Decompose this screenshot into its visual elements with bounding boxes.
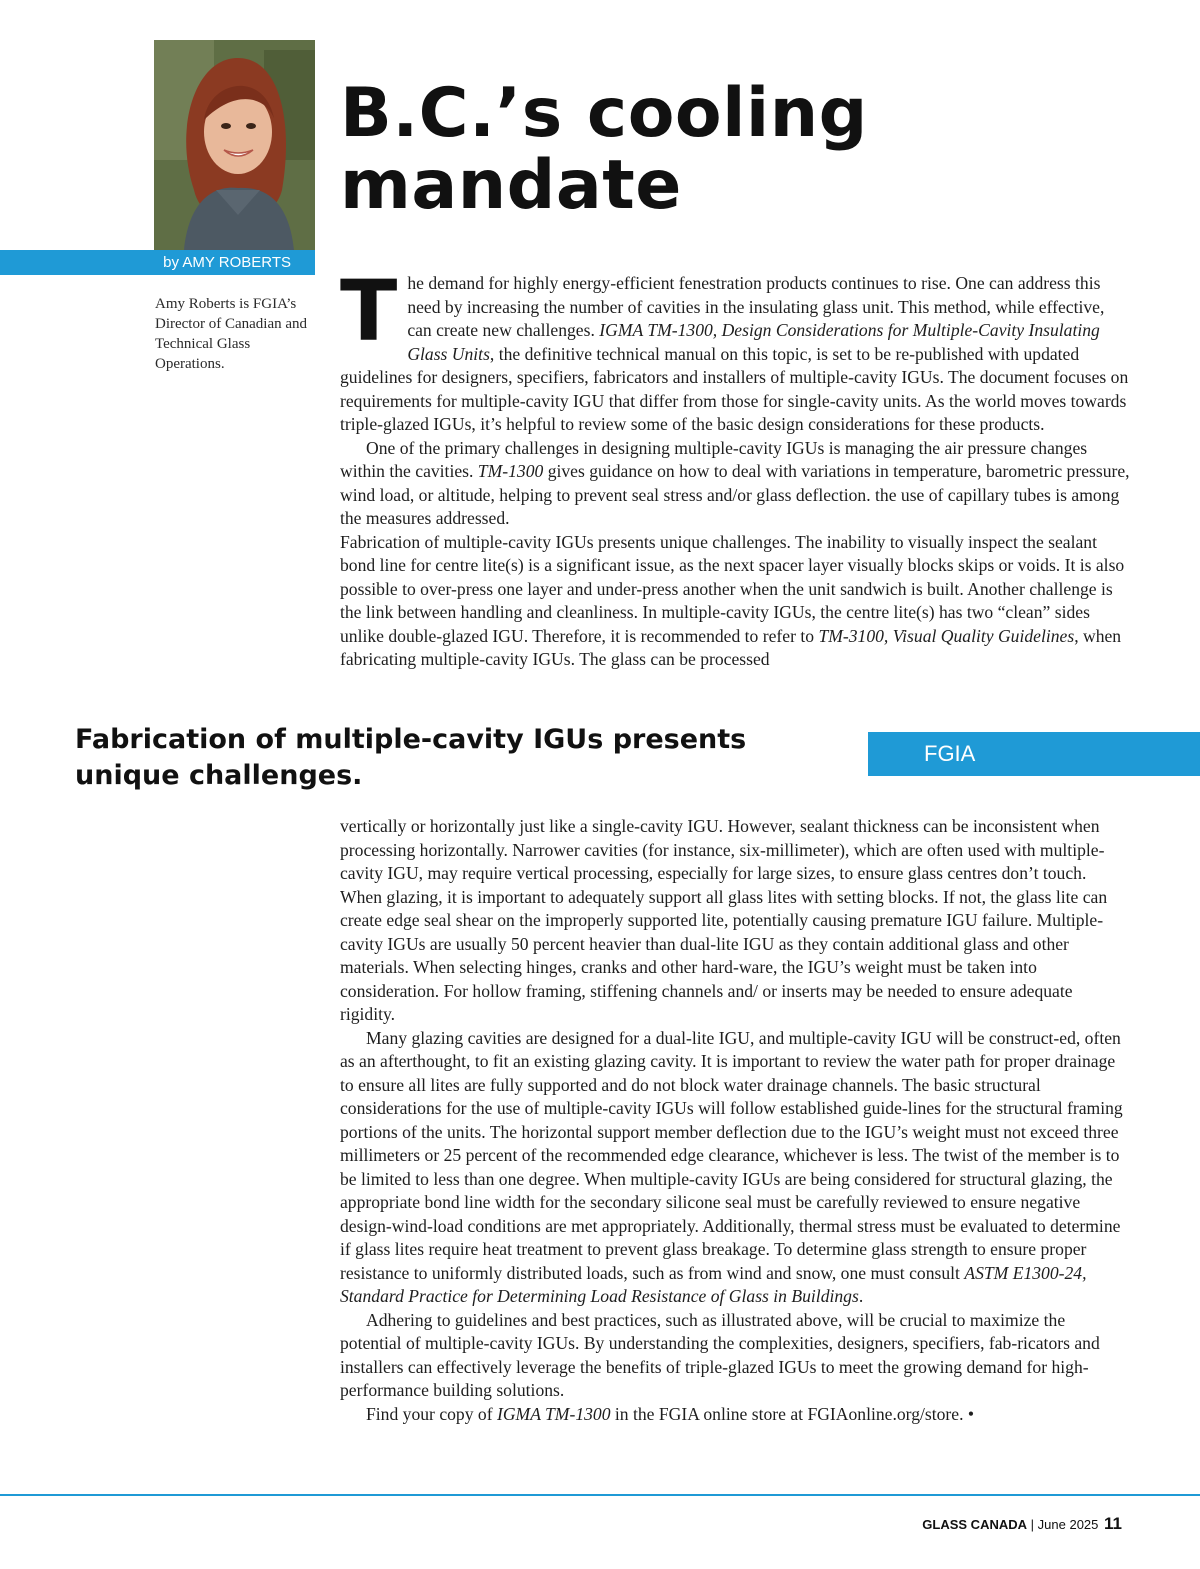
author-photo (154, 40, 315, 250)
publication-name: GLASS CANADA (922, 1517, 1028, 1532)
title-line-2: mandate (340, 146, 682, 225)
drop-cap: T (340, 262, 398, 360)
text-run: Many glazing cavities are designed for a dual-lite IGU, and multiple-cavity IGU will be construct-ed, often as an afterthought, to fit an existing glazing cavity. It is important to review the water path for proper drainage to ensure all lites are fully supported and do not block water drainage channels. The basic structural considerations for the use of multiple-cavity IGUs will follow established guide-lines for the structural framing portions of the units. The horizontal support member deflection due to the IGU’s weight must not exceed three millimeters or 25 percent of the recommended edge clearance, whichever is less. The twist of the member is to be limited to less than one degree. When multiple-cavity IGUs are being considered for structural glazing, the appropriate bond line width for the secondary silicone seal must be carefully reviewed to ensure negative design-wind-load conditions are met appropriately. Additionally, thermal stress must be evaluated to determine if glass lites require heat treatment to prevent glass breakage. To determine glass strength to ensure proper resistance to uniformly distributed loads, such as from wind and snow, one must consult (340, 1027, 1123, 1283)
text-run: , the definitive technical manual on this topic, is set to be re-published with updated guidelines for designers, specifiers, fabricators and installers of multiple-cavity IGUs. The document focuses on requirements for multiple-cavity IGU that differ from those for single-cavity units. As the world moves towards triple-glazed IGUs, it’s helpful to review some of the basic design considerations for these products. (340, 343, 1129, 434)
text-run: gives guidance on how to deal with variations in temperature, barometric pressure, wind load, or altitude, helping to prevent seal stress and/or glass deflection. the use of capillary tubes is among the measures addressed. (340, 461, 1130, 528)
publication-title: ASTM E1300-24, Standard Practice for Determining Load Resistance of Glass in Buildings (340, 1262, 1087, 1306)
page-footer (922, 1514, 1122, 1535)
paragraph: vertically or horizontally just like a single-cavity IGU. However, sealant thickness can be inconsistent when processing horizontally. Narrower cavities (for instance, six-millimeter), which are often used with multiple-cavity IGU, may require vertical processing, especially for large sizes, to ensure glass centres don’t touch. When glazing, it is important to adequately support all glass lites with setting blocks. If not, the glass lite can create edge seal shear on the improperly supported lite, potentially causing premature IGU failure. Multiple-cavity IGUs are usually 50 percent heavier than dual-lite IGU as they contain additional glass and other materials. When selecting hinges, cranks and other hard-ware, the IGU’s weight must be taken into consideration. For hollow framing, stiffening channels and/ or inserts may be needed to ensure adequate rigidity. (340, 816, 1108, 1024)
paragraph: Adhering to guidelines and best practices, such as illustrated above, will be crucial to maximize the potential of multiple-cavity IGUs. By understanding the complexities, designers, specifiers, fab-ricators and installers can effectively leverage the benefits of triple-glazed IGUs to meet the growing demand for high-performance building solutions. (340, 1309, 1100, 1400)
section-tag: FGIA (868, 732, 1200, 776)
publication-title: TM-1300 (477, 461, 544, 481)
publication-title: IGMA TM-1300 (496, 1403, 611, 1424)
byline: by AMY ROBERTS (0, 250, 315, 275)
paragraph (340, 1027, 1130, 1309)
pull-quote: Fabrication of multiple-cavity IGUs presents unique challenges. (75, 724, 747, 791)
text-run: One of the primary challenges in designing multiple-cavity IGUs is managing the air pressure changes within the cavities. (340, 437, 1088, 481)
text-run: , when fabricating multiple-cavity IGUs. The glass can be processed (340, 625, 1122, 669)
footer-separator: | (1030, 1517, 1035, 1532)
paragraph (340, 437, 1130, 531)
text-run: Fabrication of multiple-cavity IGUs presents unique challenges. The inability to visually inspect the sealant bond line for centre lite(s) is a significant issue, as the next spacer layer visually blocks skips or voids. It is also possible to over-press one layer and under-press another when the unit sandwich is built. Another challenge is the link between handling and cleanliness. In multiple-cavity IGUs, the centre lite(s) has two “clean” sides unlike double-glazed IGU. Therefore, it is recommended to refer to (340, 531, 1125, 646)
text-run: Find your copy of (366, 1403, 497, 1424)
paragraph (340, 531, 1130, 672)
text-run: in the FGIA online store at FGIAonline.org/store. • (610, 1403, 975, 1424)
text-run: . (858, 1286, 864, 1306)
text-run: he demand for highly energy-efficient fenestration products continues to rise. One can address this need by increasing the number of cavities in the insulating glass unit. This method, while effective, can create new challenges. (407, 273, 1105, 340)
article-body-top (340, 262, 1130, 672)
paragraph-intro (340, 262, 1130, 437)
article-body-bottom (340, 815, 1130, 1426)
publication-title: TM-3100, Visual Quality Guidelines (818, 625, 1075, 646)
issue-date: June 2025 (1037, 1517, 1099, 1532)
paragraph (340, 1403, 1130, 1427)
footer-rule (0, 1494, 1200, 1496)
page-number: 11 (1104, 1514, 1122, 1533)
author-portrait-illustration (154, 40, 315, 250)
publication-title: IGMA TM-1300, Design Considerations for Multiple-Cavity Insulating Glass Units (407, 320, 1100, 364)
title-line-1: B.C.’s cooling (340, 74, 868, 153)
author-bio: Amy Roberts is FGIA’s Director of Canadian and Technical Glass Operations. (155, 296, 308, 372)
article-title (340, 74, 900, 225)
